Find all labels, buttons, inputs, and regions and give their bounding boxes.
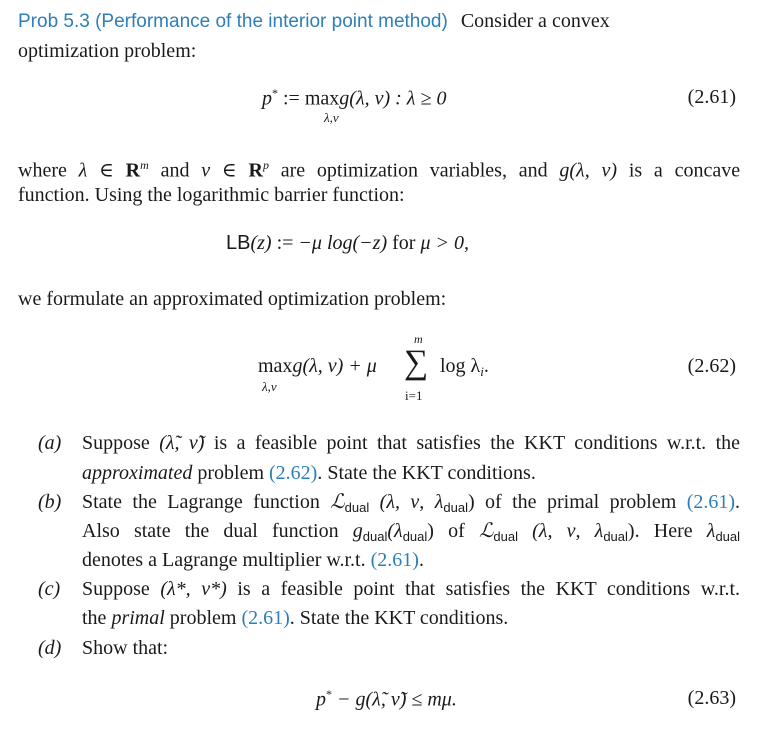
- item-label-a: (a): [38, 432, 62, 454]
- equation-number-2-61: (2.61): [687, 86, 736, 108]
- equation-2-62: maxg(λ, ν) + μ: [258, 355, 377, 377]
- paragraph-variables-line1: where λ ∈ $R^m$ and ν ∈ $R^p$ are optimization variables, and g(λ, ν) is a concave: [18, 158, 741, 182]
- equation-2-62-log-term: $\log \lambda_i$.: [440, 355, 489, 379]
- item-label-b: (b): [38, 491, 62, 513]
- item-b-line3: denotes a Lagrange multiplier w.r.t. (2.61).: [82, 549, 424, 571]
- summation-symbol: ∑: [404, 344, 429, 381]
- log-barrier-equation: LB(z) := −μ log(−z) for μ > 0,: [226, 232, 469, 254]
- max-subscript: λ,ν: [262, 379, 277, 394]
- equation-reference-link[interactable]: (2.61): [686, 491, 736, 513]
- max-operator: max: [258, 355, 293, 377]
- item-c-line2: the primal problem (2.61). State the KKT conditions.: [82, 607, 509, 629]
- intro-text: Consider a convex: [460, 10, 610, 32]
- item-a-line2: approximated problem (2.62). State the KKT conditions.: [82, 462, 536, 484]
- problem-title: Prob 5.3 (Performance of the interior point method): [18, 11, 448, 32]
- equation-number-2-62: (2.62): [687, 355, 736, 377]
- equation-reference-link[interactable]: (2.61): [370, 549, 419, 571]
- item-b-line1: (b) State the Lagrange function ℒ$_{dual}$ (λ, ν, $\lambda_{dual}$) of the primal problem (2.61).: [38, 491, 741, 515]
- equation-2-63: p* − g(λ̃, ν̃) ≤ mμ.: [316, 687, 457, 711]
- sum-upper-limit: m: [414, 332, 423, 346]
- problem-intro-line1: [18, 8, 740, 35]
- sum-lower-limit: i=1: [405, 388, 423, 403]
- equation-2-61: p* := maxg(λ, ν) : λ ≥ 0: [262, 86, 447, 110]
- item-a-line1: (a) Suppose (λ̃, ν̃) is a feasible point that satisfies the KKT conditions w.r.t. the: [38, 432, 741, 454]
- item-b-line2: Also state the dual function $g_{dual}(\lambda_{dual})$ of ℒ$_{dual}$ (λ, ν, $\lambda_{dual}$). Here $\lambda_{dual}$: [82, 520, 741, 544]
- max-operator: max: [304, 87, 340, 110]
- max-subscript: λ,ν: [324, 110, 339, 125]
- equation-reference-link[interactable]: (2.62): [269, 462, 318, 484]
- paragraph-approximation: we formulate an approximated optimization problem:: [18, 288, 447, 310]
- equation-number-2-63: (2.63): [687, 687, 736, 709]
- item-label-d: (d): [38, 637, 62, 659]
- item-c-line1: (c) Suppose (λ*, ν*) is a feasible point that satisfies the KKT conditions w.r.t.: [38, 578, 741, 600]
- equation-reference-link[interactable]: (2.61): [241, 607, 290, 629]
- item-label-c: (c): [38, 578, 61, 600]
- item-d-line1: (d) Show that:: [38, 637, 169, 659]
- paragraph-variables-line2: function. Using the logarithmic barrier function:: [18, 184, 405, 206]
- problem-intro-line2: optimization problem:: [18, 40, 197, 62]
